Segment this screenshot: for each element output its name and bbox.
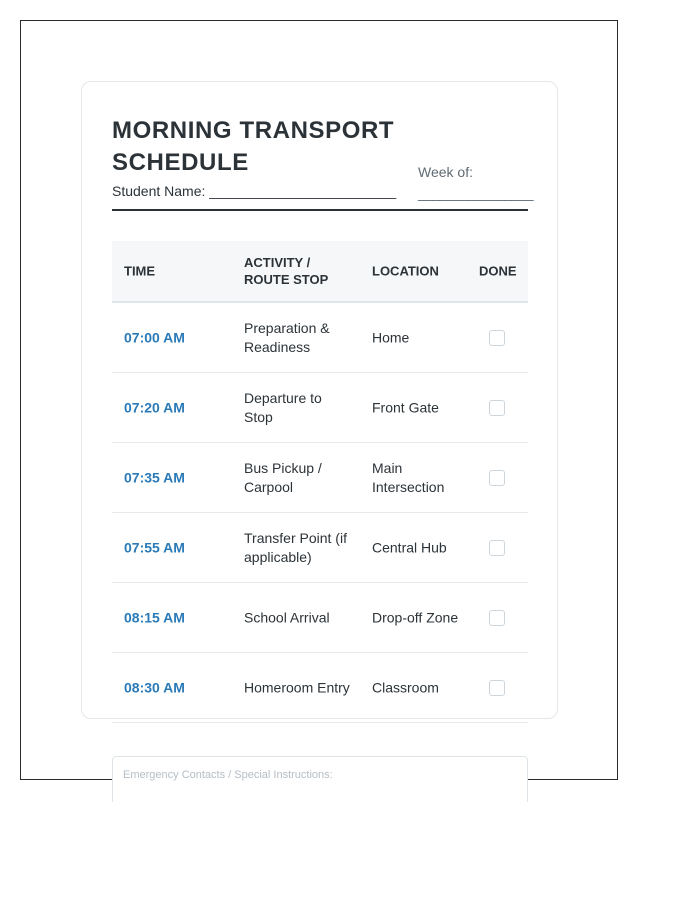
student-name-field[interactable]: Student Name: ________________________ <box>112 183 397 199</box>
column-header-done: DONE <box>479 263 517 279</box>
time-cell: 07:35 AM <box>124 469 185 485</box>
time-cell: 07:00 AM <box>124 329 185 345</box>
table-header <box>112 241 528 303</box>
activity-cell: Departure to Stop <box>244 389 322 425</box>
location-cell: Classroom <box>372 679 439 695</box>
location-cell: Central Hub <box>372 539 447 555</box>
done-checkbox[interactable] <box>489 470 505 486</box>
week-of-field[interactable]: ________________ <box>418 185 533 201</box>
table-row <box>112 583 528 653</box>
column-header-location: LOCATION <box>372 263 439 279</box>
page-bottom-margin <box>0 802 700 900</box>
activity-cell: Preparation & Readiness <box>244 319 330 355</box>
column-header-time: TIME <box>124 263 156 279</box>
activity-cell: Transfer Point (if applicable) <box>244 529 347 565</box>
done-checkbox[interactable] <box>489 540 505 556</box>
table-row <box>112 303 528 373</box>
time-cell: 08:30 AM <box>124 679 185 695</box>
time-cell: 07:20 AM <box>124 399 185 415</box>
notes-label: Emergency Contacts / Special Instructions: <box>123 769 333 781</box>
time-cell: 08:15 AM <box>124 609 185 625</box>
table-row <box>112 653 528 723</box>
location-cell: Front Gate <box>372 399 439 415</box>
done-checkbox[interactable] <box>489 680 505 696</box>
done-checkbox[interactable] <box>489 330 505 346</box>
activity-cell: Homeroom Entry <box>244 679 350 695</box>
page-title: MORNING TRANSPORT SCHEDULE <box>112 117 395 176</box>
week-of-label: Week of: <box>418 164 473 180</box>
time-cell: 07:55 AM <box>124 539 185 555</box>
schedule-table <box>112 241 528 723</box>
done-checkbox[interactable] <box>489 400 505 416</box>
schedule-header <box>112 113 533 211</box>
table-row <box>112 443 528 513</box>
activity-cell: School Arrival <box>244 609 330 625</box>
column-header-activity: ACTIVITY / ROUTE STOP <box>244 255 329 287</box>
table-row <box>112 513 528 583</box>
location-cell: Drop-off Zone <box>372 609 459 625</box>
activity-cell: Bus Pickup / Carpool <box>244 459 322 495</box>
location-cell: Home <box>372 329 410 345</box>
table-row <box>112 373 528 443</box>
location-cell: Main Intersection <box>372 459 445 495</box>
done-checkbox[interactable] <box>489 610 505 626</box>
